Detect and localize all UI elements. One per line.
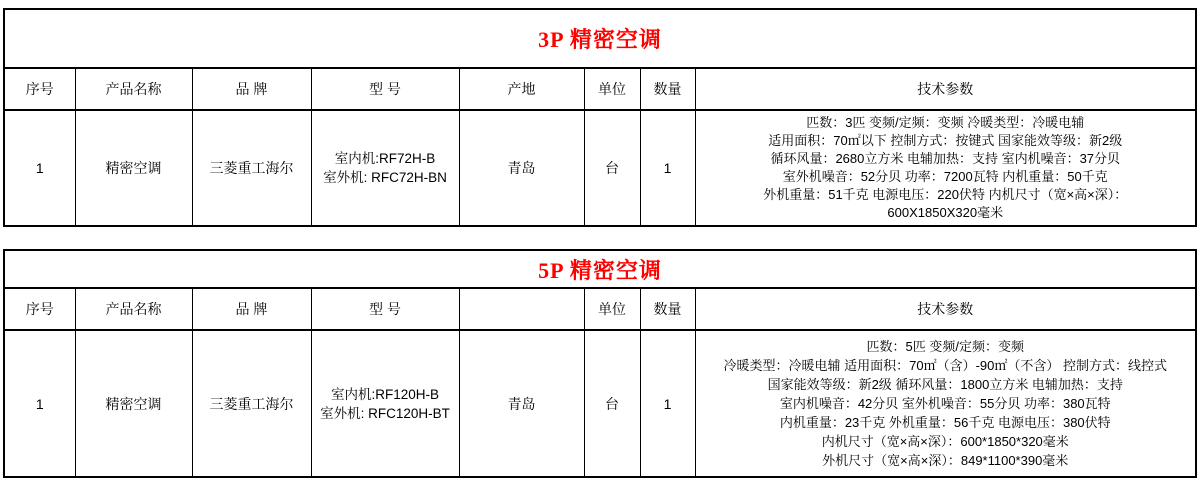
cell-index: 1 [4, 110, 75, 226]
cell-unit: 台 [584, 110, 640, 226]
table-title-5p: 5P 精密空调 [4, 250, 1196, 288]
tech-params-block [700, 337, 1192, 470]
tech-param-line: 内机尺寸（宽×高×深）：600*1850*320毫米 [821, 434, 1069, 449]
tech-param-line: 匹数：5匹 变频/定频：变频 [866, 339, 1024, 354]
spec-table-5p [3, 249, 1197, 478]
cell-tech-params [695, 330, 1196, 477]
header-row [4, 288, 1196, 330]
tech-param-line: 循环风量：2680立方米 电辅加热：支持 室内机噪音：37分贝 [770, 151, 1121, 166]
cell-brand: 三菱重工海尔 [192, 110, 311, 226]
tech-params-block [700, 114, 1192, 222]
tech-param-line: 内机重量：23千克 外机重量：56千克 电源电压：380伏特 [779, 415, 1111, 430]
header-brand: 品 牌 [192, 68, 311, 110]
title-row [4, 9, 1196, 68]
header-unit: 单位 [584, 68, 640, 110]
tech-param-line: 适用面积：70㎡以下 控制方式：按键式 国家能效等级：新2级 [768, 133, 1123, 148]
tech-param-line: 匹数：3匹 变频/定频：变频 冷暖类型：冷暖电辅 [806, 115, 1085, 130]
tech-param-line: 室内机噪音：42分贝 室外机噪音：55分贝 功率：380瓦特 [779, 396, 1111, 411]
cell-unit: 台 [584, 330, 640, 477]
tech-param-line: 国家能效等级：新2级 循环风量：1800立方米 电辅加热：支持 [767, 377, 1123, 392]
header-product-name: 产品名称 [75, 68, 192, 110]
title-row [4, 250, 1196, 288]
model-outdoor-unit: 室外机: RFC120H-BT [320, 405, 450, 421]
cell-quantity: 1 [640, 330, 695, 477]
header-index: 序号 [4, 288, 75, 330]
cell-product-name: 精密空调 [75, 110, 192, 226]
header-quantity: 数量 [640, 288, 695, 330]
cell-quantity: 1 [640, 110, 695, 226]
header-origin-empty [459, 288, 584, 330]
header-product-name: 产品名称 [75, 288, 192, 330]
tech-param-line: 外机尺寸（宽×高×深）：849*1100*390毫米 [822, 453, 1069, 468]
spec-table-3p [3, 8, 1197, 227]
header-tech-params: 技术参数 [695, 68, 1196, 110]
model-indoor-unit: 室内机:RF72H-B [334, 151, 436, 166]
cell-origin: 青岛 [459, 330, 584, 477]
tech-param-line: 600X1850X320毫米 [887, 205, 1004, 220]
cell-model [311, 330, 459, 477]
cell-brand: 三菱重工海尔 [192, 330, 311, 477]
cell-model [311, 110, 459, 226]
header-model: 型 号 [311, 288, 459, 330]
tech-param-line: 外机重量：51千克 电源电压：220伏特 内机尺寸（宽×高×深）： [763, 187, 1128, 202]
header-index: 序号 [4, 68, 75, 110]
table-row [4, 110, 1196, 226]
model-outdoor-unit: 室外机: RFC72H-BN [323, 170, 447, 185]
header-origin: 产地 [459, 68, 584, 110]
header-model: 型 号 [311, 68, 459, 110]
tech-param-line: 冷暖类型：冷暖电辅 适用面积：70㎡（含）-90㎡（不含） 控制方式：线控式 [723, 358, 1167, 373]
header-tech-params: 技术参数 [695, 288, 1196, 330]
header-quantity: 数量 [640, 68, 695, 110]
header-row [4, 68, 1196, 110]
table-title-3p: 3P 精密空调 [4, 9, 1196, 68]
cell-tech-params [695, 110, 1196, 226]
cell-index: 1 [4, 330, 75, 477]
header-brand: 品 牌 [192, 288, 311, 330]
cell-origin: 青岛 [459, 110, 584, 226]
table-row [4, 330, 1196, 477]
model-indoor-unit: 室内机:RF120H-B [330, 386, 440, 402]
tech-param-line: 室外机噪音：52分贝 功率：7200瓦特 内机重量：50千克 [782, 169, 1108, 184]
cell-product-name: 精密空调 [75, 330, 192, 477]
header-unit: 单位 [584, 288, 640, 330]
